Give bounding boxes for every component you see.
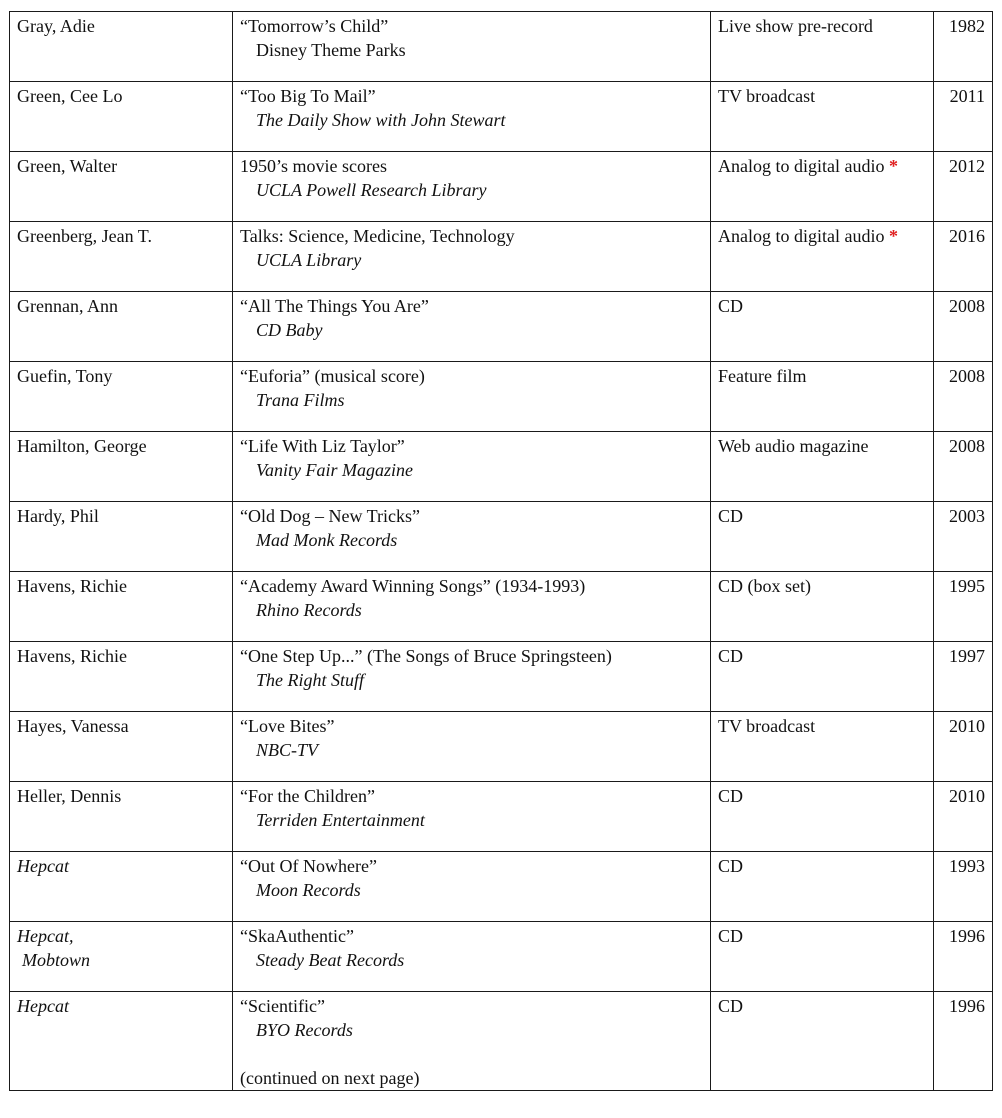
table-row: [10, 992, 993, 1091]
work-title: “Euforia” (musical score): [240, 366, 425, 386]
table-row: [10, 572, 993, 642]
table-row: [10, 852, 993, 922]
work-cell: [233, 992, 711, 1091]
year-cell: 1996: [934, 992, 993, 1091]
work-title: “Too Big To Mail”: [240, 86, 376, 106]
year-cell: 2010: [934, 712, 993, 782]
work-title: “For the Children”: [240, 786, 375, 806]
table-row: [10, 362, 993, 432]
work-cell: [233, 712, 711, 782]
artist-name-secondary: Mobtown: [22, 950, 91, 970]
media-type-cell: CD: [711, 292, 934, 362]
work-title: Talks: Science, Medicine, Technology: [240, 226, 515, 246]
artist-cell: [10, 922, 233, 992]
media-type-label: Analog to digital audio: [718, 226, 885, 246]
artist-cell: Hepcat: [10, 852, 233, 922]
work-client: NBC-TV: [256, 740, 319, 760]
year-cell: 2008: [934, 292, 993, 362]
work-cell: [233, 292, 711, 362]
media-type-cell: CD (box set): [711, 572, 934, 642]
year-cell: 2016: [934, 222, 993, 292]
artist-cell: Grennan, Ann: [10, 292, 233, 362]
work-cell: [233, 362, 711, 432]
work-client: The Daily Show with John Stewart: [256, 110, 506, 130]
artist-cell: Heller, Dennis: [10, 782, 233, 852]
work-title: “Tomorrow’s Child”: [240, 16, 389, 36]
table-row: [10, 502, 993, 572]
media-type-cell: CD: [711, 852, 934, 922]
work-title: “Old Dog – New Tricks”: [240, 506, 420, 526]
work-client: Vanity Fair Magazine: [256, 460, 413, 480]
table-row: [10, 152, 993, 222]
year-cell: 2008: [934, 362, 993, 432]
work-client: Moon Records: [256, 880, 361, 900]
year-cell: 1993: [934, 852, 993, 922]
work-cell: [233, 572, 711, 642]
work-client: Terriden Entertainment: [256, 810, 425, 830]
artist-cell: Green, Cee Lo: [10, 82, 233, 152]
asterisk-icon: *: [888, 226, 898, 246]
work-client: The Right Stuff: [256, 670, 364, 690]
work-cell: [233, 152, 711, 222]
media-type-cell: Feature film: [711, 362, 934, 432]
work-client: Rhino Records: [256, 600, 362, 620]
artist-cell: Green, Walter: [10, 152, 233, 222]
year-cell: 2003: [934, 502, 993, 572]
artist-cell: Gray, Adie: [10, 12, 233, 82]
work-title: “Scientific”: [240, 996, 325, 1016]
work-title: “Academy Award Winning Songs” (1934-1993): [240, 576, 586, 596]
table-row: [10, 712, 993, 782]
work-title: “Out Of Nowhere”: [240, 856, 377, 876]
media-type-cell: CD: [711, 922, 934, 992]
artist-cell: Hepcat: [10, 992, 233, 1091]
artist-cell: Havens, Richie: [10, 642, 233, 712]
work-client: CD Baby: [256, 320, 323, 340]
media-type-cell: CD: [711, 992, 934, 1091]
year-cell: 1982: [934, 12, 993, 82]
media-type-cell: CD: [711, 642, 934, 712]
year-cell: 2012: [934, 152, 993, 222]
media-type-cell: [711, 152, 934, 222]
work-client: BYO Records: [256, 1020, 353, 1040]
artist-name: Hepcat,: [17, 926, 74, 946]
year-cell: 2011: [934, 82, 993, 152]
media-type-cell: CD: [711, 502, 934, 572]
work-title: “Love Bites”: [240, 716, 335, 736]
work-cell: [233, 222, 711, 292]
year-cell: 2008: [934, 432, 993, 502]
work-client: UCLA Library: [256, 250, 362, 270]
work-cell: [233, 502, 711, 572]
work-title: 1950’s movie scores: [240, 156, 387, 176]
media-type-cell: TV broadcast: [711, 82, 934, 152]
table-row: [10, 82, 993, 152]
media-type-label: Analog to digital audio: [718, 156, 885, 176]
asterisk-icon: *: [888, 156, 898, 176]
media-type-cell: Web audio magazine: [711, 432, 934, 502]
work-title: “SkaAuthentic”: [240, 926, 354, 946]
work-title: “All The Things You Are”: [240, 296, 429, 316]
year-cell: 2010: [934, 782, 993, 852]
work-client: UCLA Powell Research Library: [256, 180, 487, 200]
work-cell: [233, 642, 711, 712]
table-row: [10, 222, 993, 292]
work-cell: [233, 922, 711, 992]
media-type-cell: [711, 222, 934, 292]
table-row: [10, 782, 993, 852]
work-title: “One Step Up...” (The Songs of Bruce Springsteen): [240, 646, 612, 666]
year-cell: 1997: [934, 642, 993, 712]
credits-table: [9, 11, 993, 1091]
table-row: [10, 922, 993, 992]
artist-cell: Greenberg, Jean T.: [10, 222, 233, 292]
work-cell: [233, 852, 711, 922]
work-title: “Life With Liz Taylor”: [240, 436, 405, 456]
table-row: [10, 292, 993, 362]
table-row: [10, 12, 993, 82]
work-cell: [233, 432, 711, 502]
media-type-cell: CD: [711, 782, 934, 852]
media-type-cell: Live show pre-record: [711, 12, 934, 82]
year-cell: 1995: [934, 572, 993, 642]
artist-cell: Hardy, Phil: [10, 502, 233, 572]
work-client: Trana Films: [256, 390, 345, 410]
table-row: [10, 432, 993, 502]
work-client: Mad Monk Records: [256, 530, 398, 550]
year-cell: 1996: [934, 922, 993, 992]
artist-cell: Hayes, Vanessa: [10, 712, 233, 782]
artist-cell: Havens, Richie: [10, 572, 233, 642]
artist-cell: Guefin, Tony: [10, 362, 233, 432]
work-client: Disney Theme Parks: [256, 40, 406, 60]
table-row: [10, 642, 993, 712]
continued-note: (continued on next page): [240, 1068, 420, 1088]
artist-cell: Hamilton, George: [10, 432, 233, 502]
work-cell: [233, 12, 711, 82]
media-type-cell: TV broadcast: [711, 712, 934, 782]
work-cell: [233, 782, 711, 852]
work-cell: [233, 82, 711, 152]
work-client: Steady Beat Records: [256, 950, 405, 970]
